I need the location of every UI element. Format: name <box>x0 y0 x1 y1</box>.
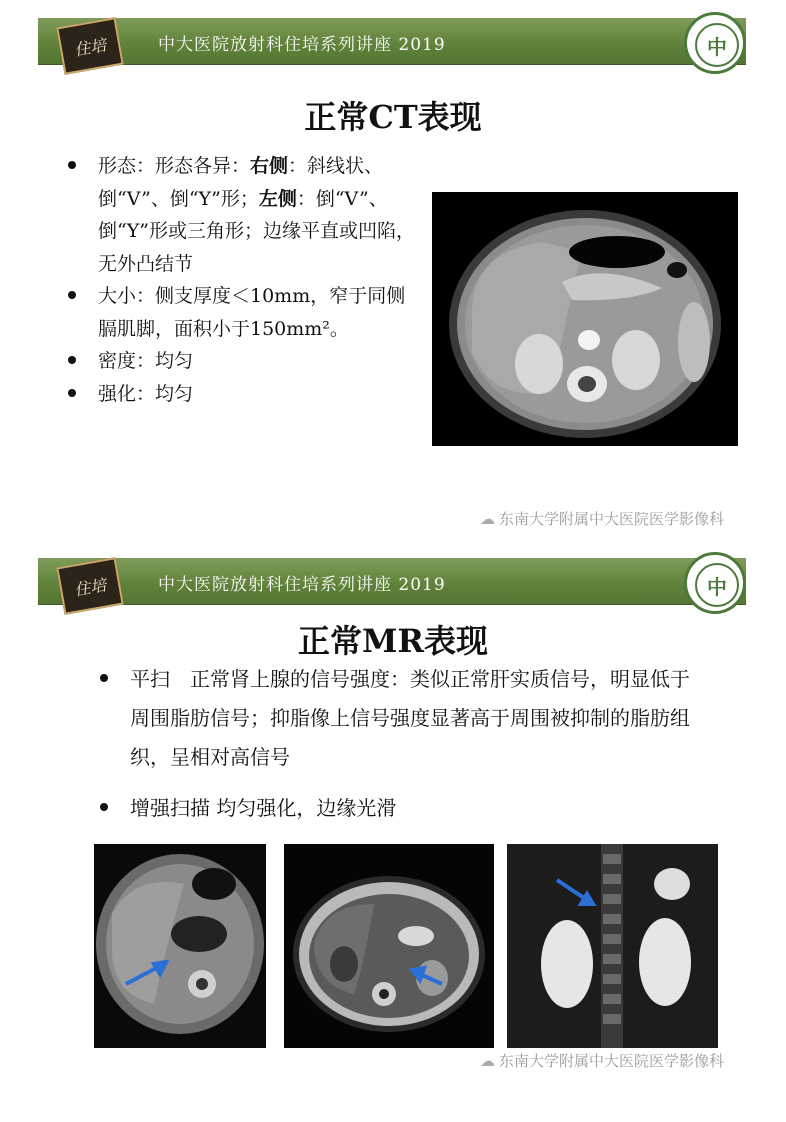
header-banner <box>38 18 746 65</box>
hospital-logo <box>684 552 746 614</box>
banner-title: 中大医院放射科住培系列讲座 2019 <box>158 35 446 55</box>
slide-ct <box>0 0 786 540</box>
mr-image-axial-t2 <box>284 844 494 1048</box>
list-item-enhanced-scan: 增强扫描 均匀强化，边缘光滑 <box>98 789 700 828</box>
list-item-enhance: 强化：均匀 <box>66 378 416 411</box>
page-title: 正常CT表现 <box>304 98 482 136</box>
slide-mr <box>0 540 786 1122</box>
list-item-shape: 形态：形态各异：右侧：斜线状、倒“V”、倒“Y”形；左侧：倒“V”、倒“Y”形或三角形；边缘平直或凹陷，无外凸结节 <box>66 150 416 280</box>
watermark: ☁ 东南大学附属中大医院医学影像科 <box>479 510 724 528</box>
logo-emblem-icon: 中 <box>695 23 739 67</box>
mr-image-axial-t1 <box>94 844 266 1048</box>
list-item-size: 大小：侧支厚度＜10mm，窄于同侧膈肌脚，面积小于150mm²。 <box>66 280 416 345</box>
spacer <box>98 777 700 789</box>
hospital-logo <box>684 12 746 74</box>
ct-scan-image <box>432 192 738 446</box>
mr-bullet-list <box>98 660 700 828</box>
wechat-icon: ☁ <box>479 510 495 528</box>
logo-emblem-icon: 中 <box>695 563 739 607</box>
list-item-plain-scan: 平扫 正常肾上腺的信号强度：类似正常肝实质信号，明显低于周围脂肪信号；抑脂像上信号强度显著高于周围被抑制的脂肪组织，呈相对高信号 <box>98 660 700 777</box>
list-item-density: 密度：均匀 <box>66 345 416 378</box>
wechat-icon: ☁ <box>479 1052 495 1070</box>
mr-axial-t2-icon <box>284 844 494 1048</box>
ct-bullet-list <box>66 150 416 410</box>
badge-logo: 住培 <box>56 17 123 75</box>
page-title: 正常MR表现 <box>297 622 489 660</box>
ct-axial-scan-icon <box>432 192 738 446</box>
badge-logo: 住培 <box>56 557 123 615</box>
mr-image-coronal <box>507 844 718 1048</box>
mr-axial-t1-icon <box>94 844 266 1048</box>
header-banner <box>38 558 746 605</box>
watermark: ☁ 东南大学附属中大医院医学影像科 <box>479 1052 724 1070</box>
mr-coronal-fat-suppressed-icon <box>507 844 718 1048</box>
banner-title: 中大医院放射科住培系列讲座 2019 <box>158 575 446 595</box>
